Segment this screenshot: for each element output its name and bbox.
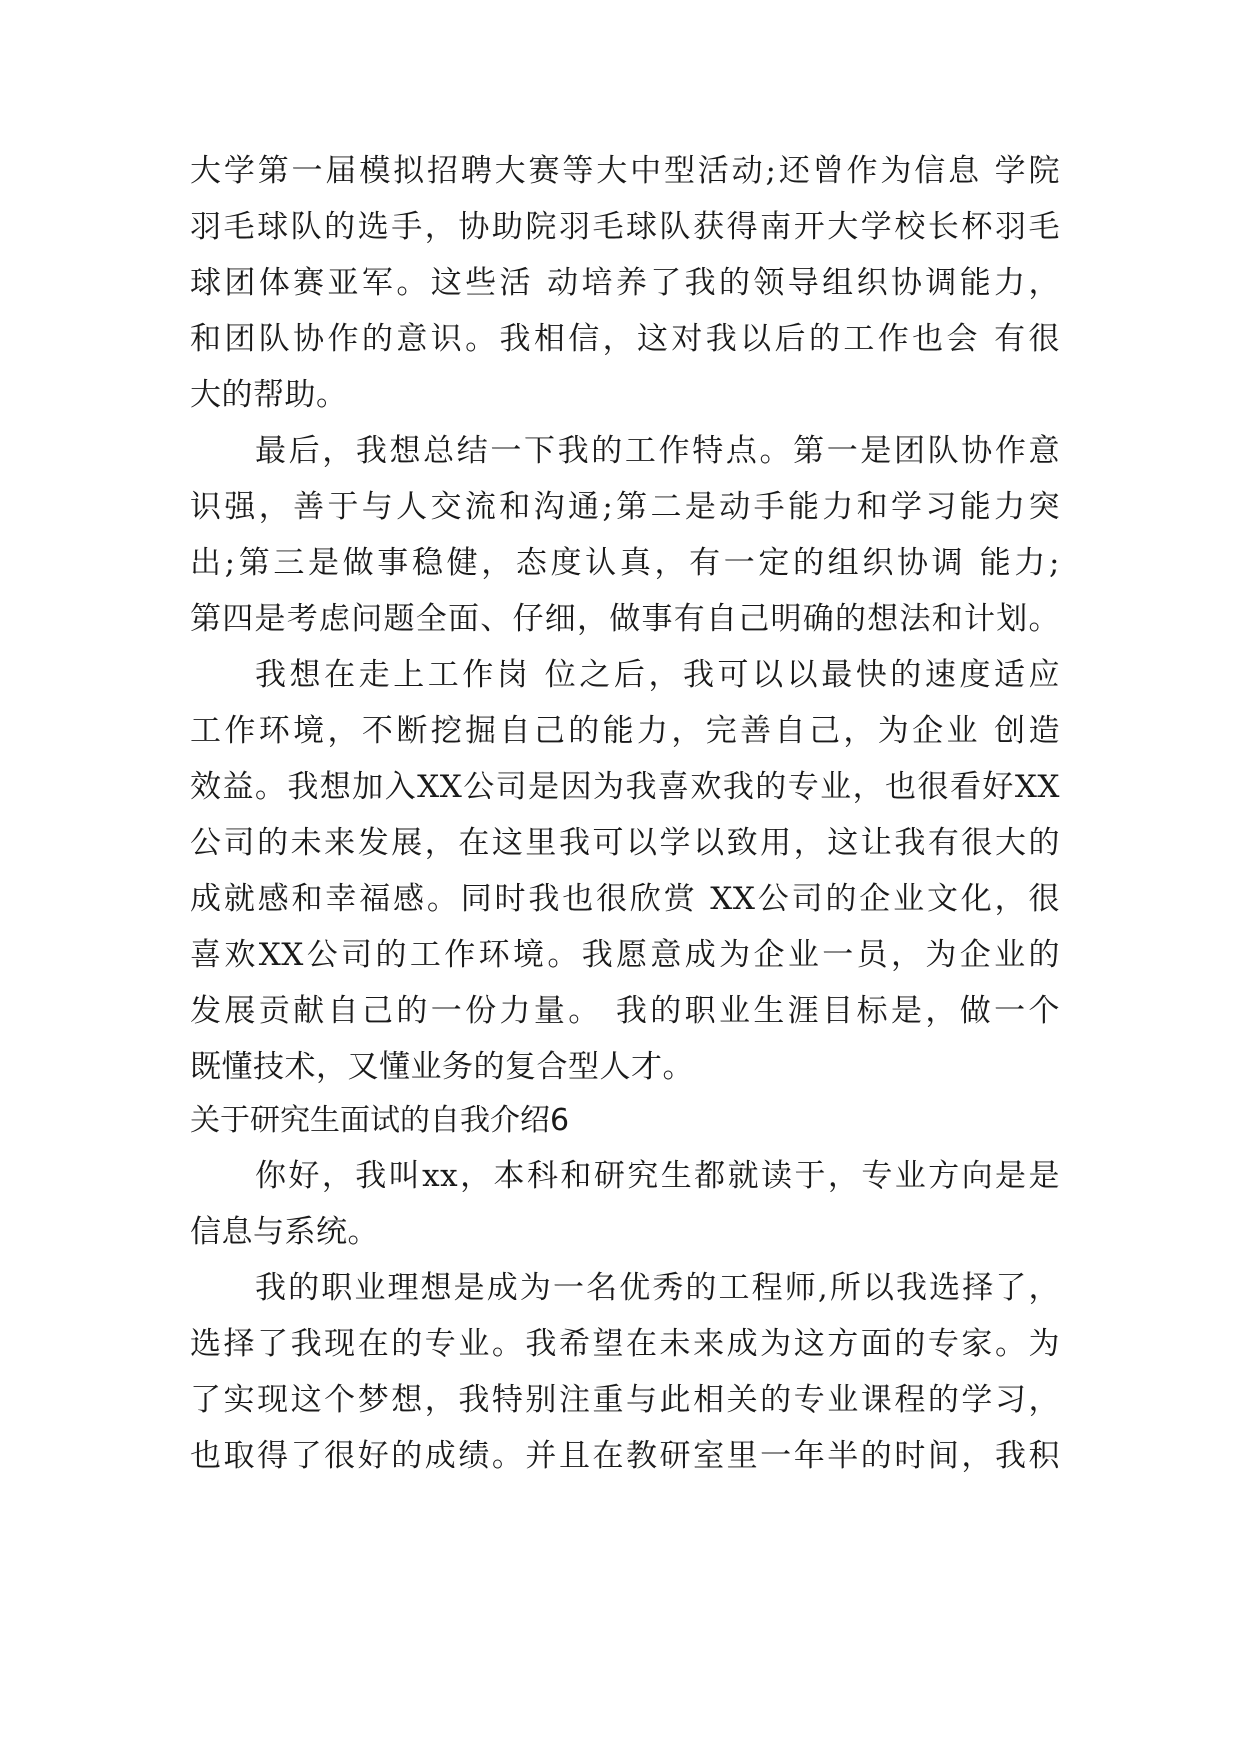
text-line: 出;第三是做事稳健，态度认真，有一定的组织协调 能力; (190, 545, 1060, 581)
text-line: 识强，善于与人交流和沟通;第二是动手能力和学习能力突 (190, 489, 1060, 525)
paragraph-first-line: 最后，我想总结一下我的工作特点。第一是团队协作意 (255, 433, 1060, 469)
text-line: 发展贡献自己的一份力量。 我的职业生涯目标是，做一个 (190, 993, 1060, 1029)
text-line: 和团队协作的意识。我相信，这对我以后的工作也会 有很 (190, 321, 1060, 357)
text-line: 第四是考虑问题全面、仔细，做事有自己明确的想法和计划。 (190, 601, 1060, 637)
text-line: 大学第一届模拟招聘大赛等大中型活动;还曾作为信息 学院 (190, 153, 1060, 189)
text-line: 成就感和幸福感。同时我也很欣赏 XX公司的企业文化，很 (190, 881, 1060, 917)
text-line: 喜欢XX公司的工作环境。我愿意成为企业一员，为企业的 (190, 937, 1060, 973)
text-line: 球团体赛亚军。这些活 动培养了我的领导组织协调能力， (190, 265, 1060, 301)
text-line: 羽毛球队的选手，协助院羽毛球队获得南开大学校长杯羽毛 (190, 209, 1060, 245)
text-line: 也取得了很好的成绩。并且在教研室里一年半的时间，我积 (190, 1438, 1060, 1474)
text-line: 既懂技术，又懂业务的复合型人才。 (190, 1049, 694, 1085)
text-line: 选择了我现在的专业。我希望在未来成为这方面的专家。为 (190, 1326, 1060, 1362)
text-line: 效益。我想加入XX公司是因为我喜欢我的专业，也很看好XX (190, 769, 1060, 805)
text-line: 了实现这个梦想，我特别注重与此相关的专业课程的学习， (190, 1382, 1060, 1418)
paragraph-first-line: 我想在走上工作岗 位之后，我可以以最快的速度适应 (255, 657, 1060, 693)
section-heading: 关于研究生面试的自我介绍6 (190, 1103, 570, 1138)
text-line: 公司的未来发展，在这里我可以学以致用，这让我有很大的 (190, 825, 1060, 861)
paragraph-first-line: 你好，我叫xx，本科和研究生都就读于，专业方向是是 (255, 1158, 1060, 1194)
text-line: 工作环境，不断挖掘自己的能力，完善自己，为企业 创造 (190, 713, 1060, 749)
text-line: 信息与系统。 (190, 1214, 379, 1250)
text-line: 大的帮助。 (190, 377, 348, 413)
paragraph-first-line: 我的职业理想是成为一名优秀的工程师,所以我选择了， (255, 1270, 1060, 1306)
